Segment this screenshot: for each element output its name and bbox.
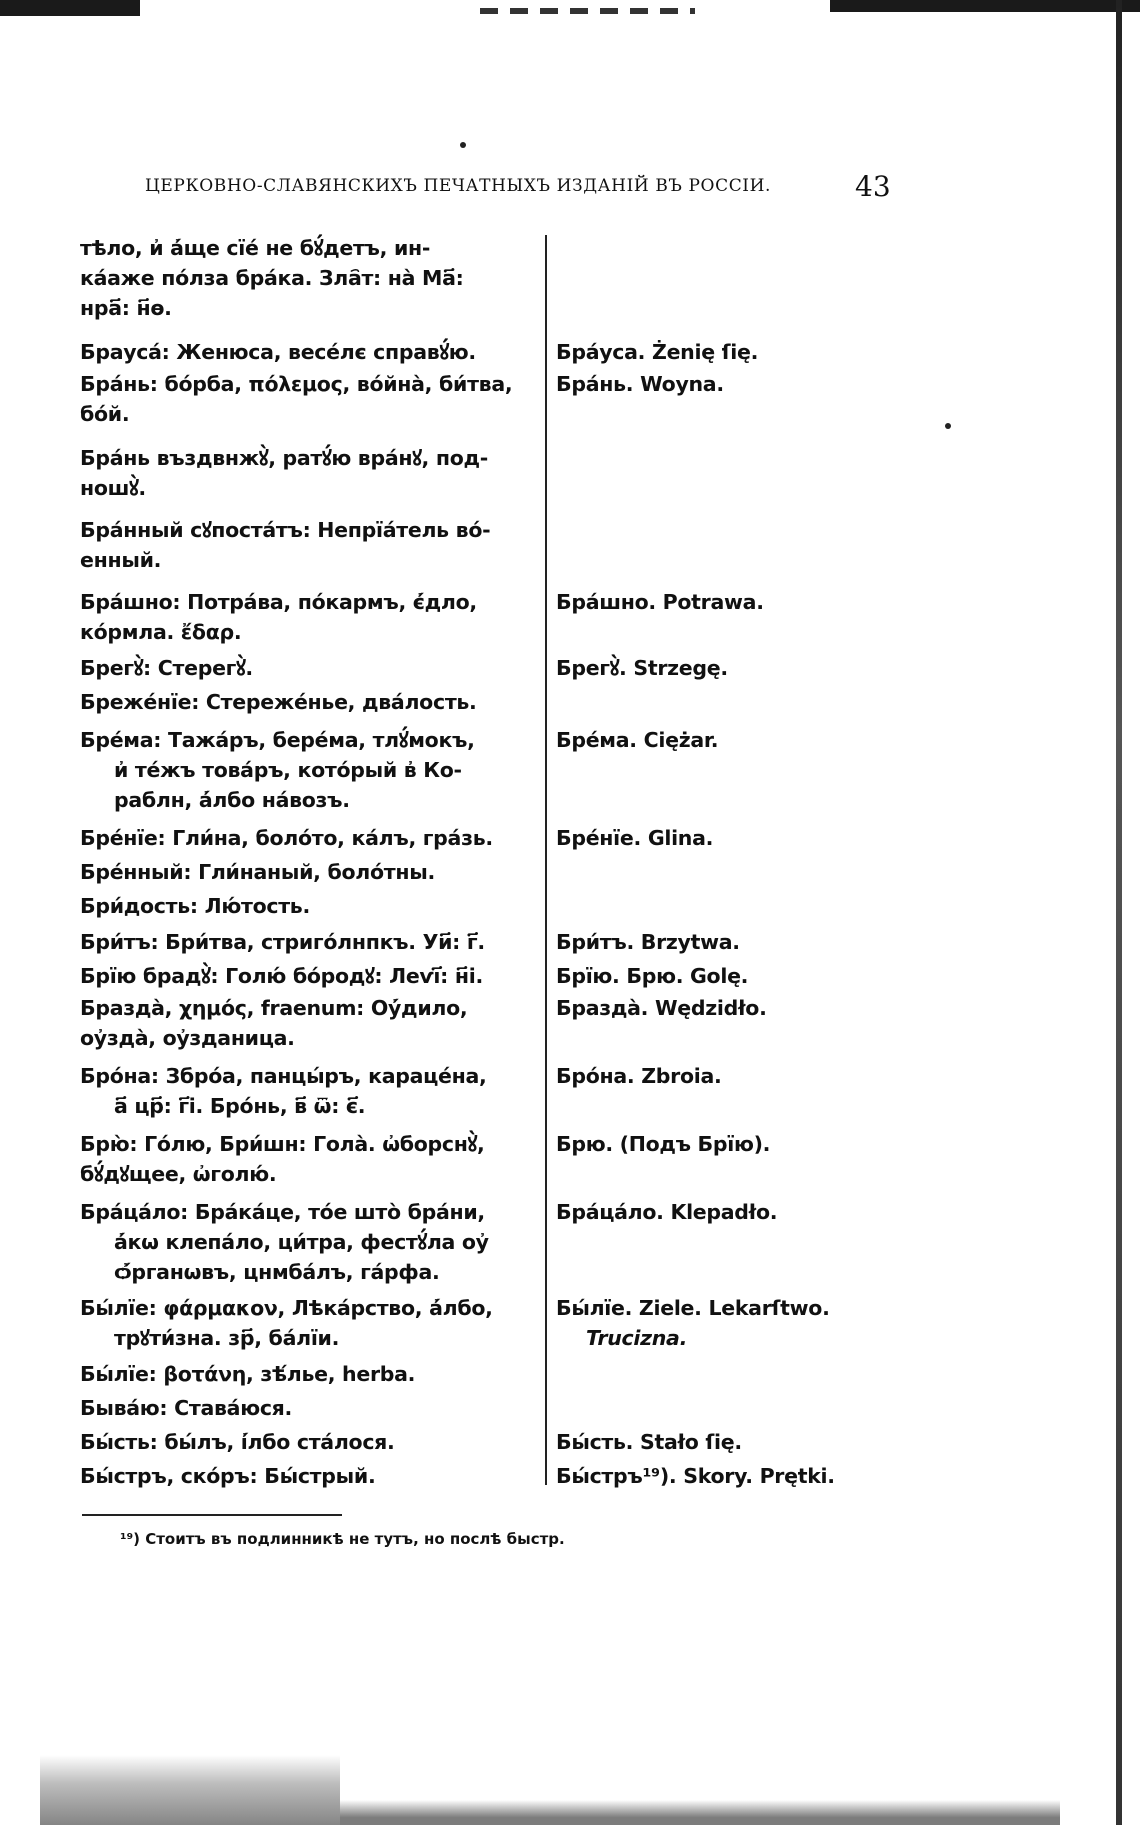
translation-line: Бра́нь. Woyna. — [556, 372, 724, 396]
entry-line: бꙋ́дꙋщее, ѡ҆голю́. — [80, 1162, 277, 1186]
entry-line: енный. — [80, 548, 162, 572]
entry-line: ко́рмла. ἔδαρ. — [80, 620, 242, 644]
entry-line: Бра́нь въздвнжꙋ̀, ратꙋ́ю вра́нꙋ, под- — [80, 446, 488, 470]
entry-line: Бро́на: Збро́а, панцы́ръ, караце́на, — [80, 1064, 487, 1088]
entry-line: Бри́дость: Лю́тость. — [80, 894, 310, 918]
entry-line: Быва́ю: Става́юся. — [80, 1396, 293, 1420]
entry-line: а҆́кѡ клепа́ло, ци́тра, фестꙋ́ла оу҆ — [114, 1230, 489, 1254]
scan-edge-artifact — [830, 0, 1140, 12]
entry-line: нра҃: н҃ѳ. — [80, 296, 172, 320]
entry-line: ѻ҆́рганѡвъ, цнмба́лъ, га́рфа. — [114, 1260, 440, 1284]
translation-line: Бра́шно. Potrawa. — [556, 590, 764, 614]
entry-line: Брегꙋ̀: Стерегꙋ̀. — [80, 656, 253, 680]
translation-line: Брегꙋ̀. Strzegę. — [556, 656, 728, 680]
translation-line: Брїю. Брю. Golę. — [556, 964, 749, 988]
translation-line: Бы́стръ¹⁹). Skory. Prętki. — [556, 1464, 835, 1488]
entry-line: Бра́нь: бо́рба, πόλεμος, во́йна̀, би́тва, — [80, 372, 513, 396]
translation-line: Бре́нїе. Glina. — [556, 826, 714, 850]
translation-line: Бы́лїе. Ziele. Lekarſtwo. — [556, 1296, 830, 1320]
entry-line: Бре́нїе: Гли́на, боло́то, ка́лъ, гра́зь. — [80, 826, 493, 850]
entry-line: бо́й. — [80, 402, 130, 426]
ink-speck — [945, 423, 951, 429]
ink-speck — [460, 142, 466, 148]
scan-edge-artifact — [0, 0, 140, 16]
entry-line: Бы́стръ, ско́ръ: Бы́стрый. — [80, 1464, 376, 1488]
entry-line: Брю̀: Го́лю, Бри́шн: Гола̀. ѡ҆борснꙋ̀, — [80, 1132, 485, 1156]
entry-line: Бра́шно: Потра́ва, по́кармъ, є҆́дло, — [80, 590, 477, 614]
translation-line: Trucizna. — [586, 1326, 688, 1350]
translation-line: Брю. (Подъ Брїю). — [556, 1132, 771, 1156]
entry-line: Бре́нный: Гли́наный, боло́тны. — [80, 860, 435, 884]
entry-line: а҃ цр҃: г҃і. Бро́нь, в҃ ѿ: є҃. — [114, 1094, 366, 1118]
entry-line: Брїю брадꙋ̀: Голю́ бо́родꙋ: Леѵі҃: н҃і. — [80, 964, 483, 988]
entry-line: Бы́лїе: φάρμακον, Лѣка́рство, а҆́лбо, — [80, 1296, 493, 1320]
entry-line: и҆ те́жъ това́ръ, кото́рый в҆ Ко- — [114, 758, 462, 782]
footnote: ¹⁹) Стоитъ въ подлинникѣ не тутъ, но послѣ быстр. — [120, 1530, 565, 1548]
scan-edge-artifact — [340, 1800, 1060, 1825]
translation-line: Бро́на. Zbroia. — [556, 1064, 722, 1088]
entry-line: Бре́ма: Тажа́ръ, бере́ма, тлꙋ́мокъ, — [80, 728, 475, 752]
entry-line: трꙋти́зна. зр҃, ба́лїи. — [114, 1326, 340, 1350]
translation-line: Бра́ца́ло. Klepadło. — [556, 1200, 778, 1224]
translation-line: Бра́уса. Żenię ſię. — [556, 340, 759, 364]
entry-line: Бреже́нїе: Стереже́нье, два́лость. — [80, 690, 477, 714]
entry-line: раблн, а҆́лбо на́возъ. — [114, 788, 350, 812]
scan-edge-artifact — [1116, 0, 1122, 1825]
entry-line: Бразда̀, χημός, fraenum: Оу҆́дило, — [80, 996, 468, 1020]
entry-line: Бы́лїе: βοτάνη, зѣ́лье, herba. — [80, 1362, 416, 1386]
translation-line: Бы́сть. Stało ſię. — [556, 1430, 742, 1454]
entry-line: Бри́тъ: Бри́тва, стриго́лнпкъ. Уи҃: г҃. — [80, 930, 485, 954]
entry-line: ношꙋ̀. — [80, 476, 146, 500]
running-title: ЦЕРКОВНО-СЛАВЯНСКИХЪ ПЕЧАТНЫХЪ ИЗДАНІЙ ВЪ РОССІИ. — [145, 176, 772, 196]
column-divider — [545, 235, 547, 1485]
footnote-rule — [82, 1514, 342, 1516]
scan-edge-artifact — [40, 1755, 340, 1825]
entry-line: Бра́нный сꙋпоста́тъ: Непрїа́тель во́- — [80, 518, 491, 542]
translation-line: Бри́тъ. Brzytwa. — [556, 930, 740, 954]
entry-line: ка́аже по́лза бра́ка. Зла҄т: на̀ Ма҃: — [80, 266, 464, 290]
entry-line: Брауса́: Женюса, весе́лє справꙋ́ю. — [80, 340, 476, 364]
entry-line: Бы́сть: бы́лъ, і҆́лбо ста́лося. — [80, 1430, 395, 1454]
translation-line: Бре́ма. Ciężar. — [556, 728, 719, 752]
scan-edge-artifact — [480, 8, 695, 14]
page-number: 43 — [855, 170, 891, 203]
entry-line: оу҆зда̀, оу҆зданица. — [80, 1026, 295, 1050]
translation-line: Бразда̀. Wędzidło. — [556, 996, 767, 1020]
entry-line: тѣло, и҆ а҆́ще сїе́ не бꙋ́детъ, ин- — [80, 236, 431, 260]
entry-line: Бра́ца́ло: Бра́ка́це, то́е што̀ бра́ни, — [80, 1200, 485, 1224]
